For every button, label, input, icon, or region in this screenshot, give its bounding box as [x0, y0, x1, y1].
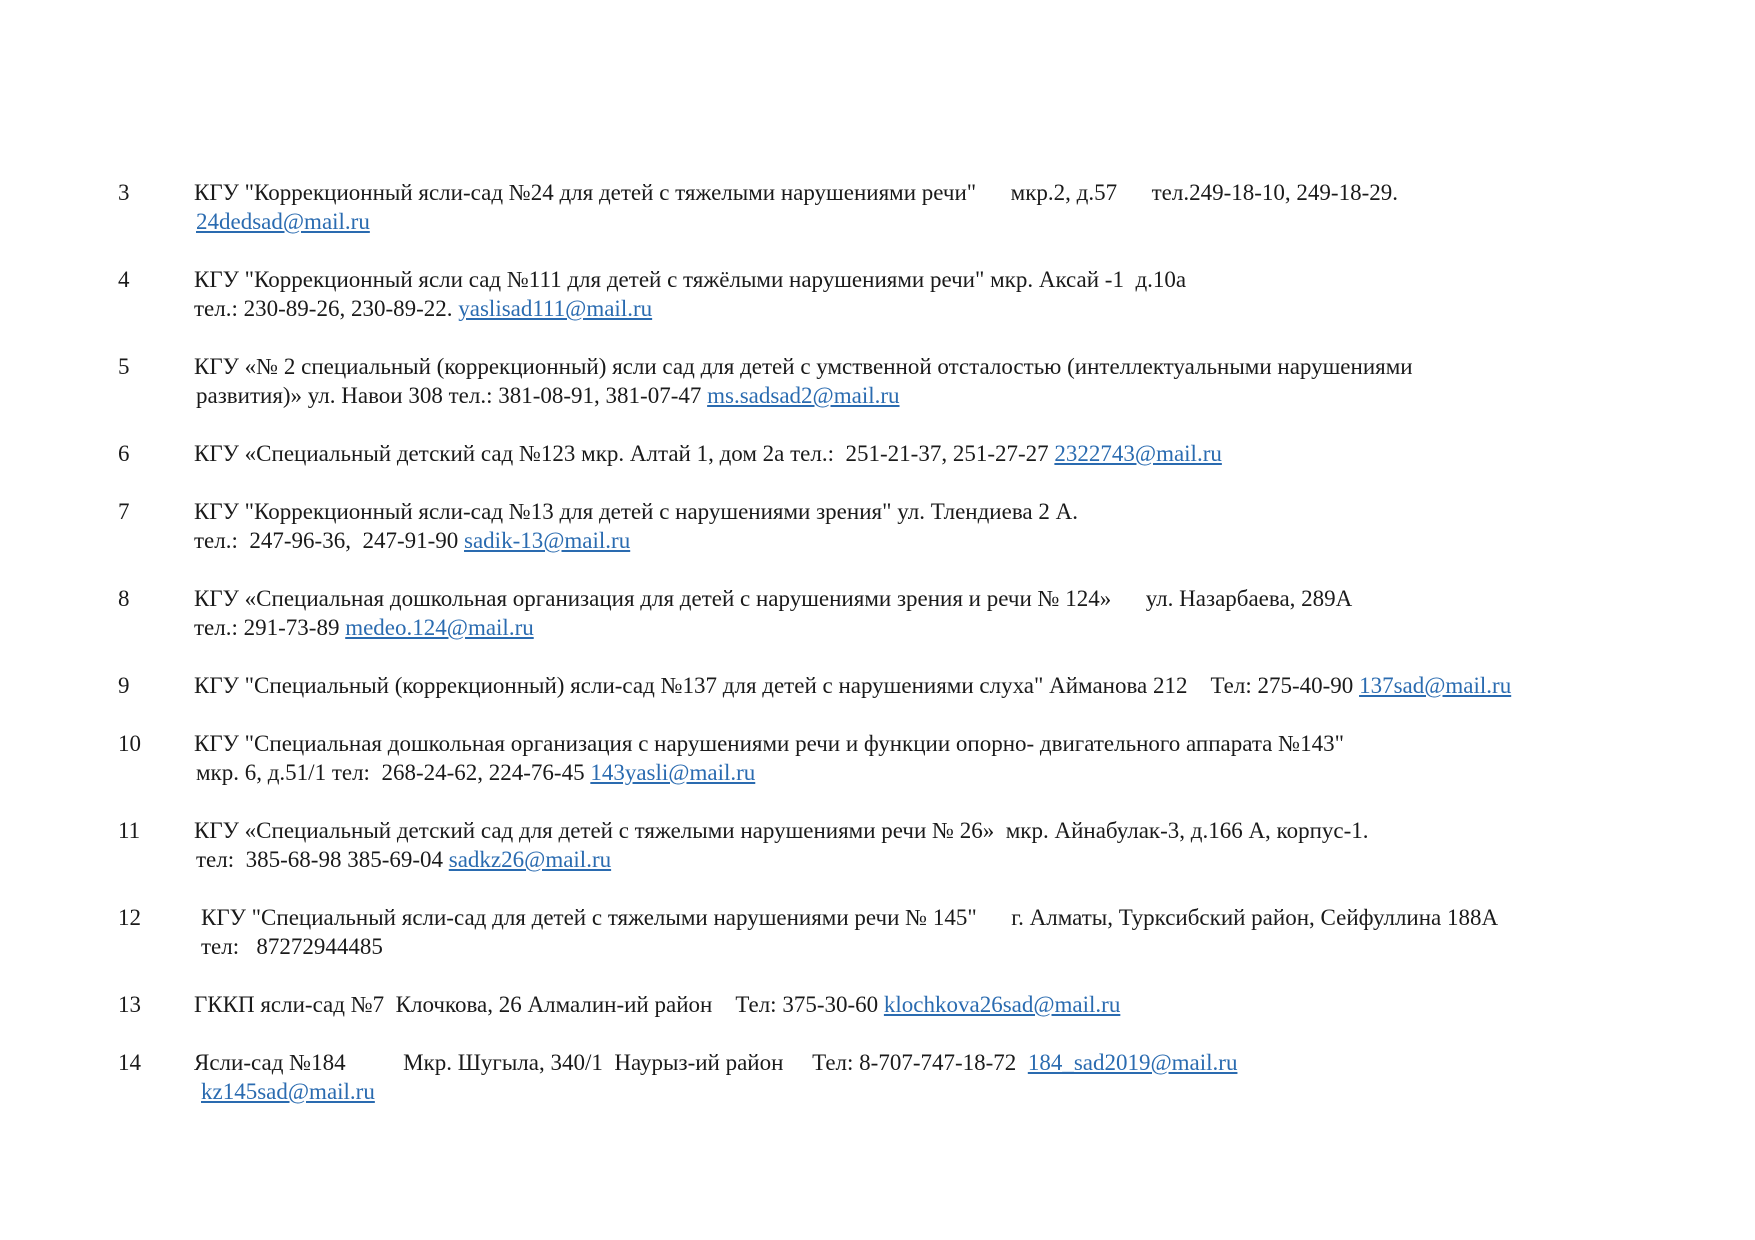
item-contact-line	[194, 758, 1654, 787]
item-body	[194, 497, 1654, 555]
email-link[interactable]: 24dedsad@mail.ru	[196, 209, 370, 234]
item-body	[194, 1048, 1654, 1106]
email-link[interactable]: yaslisad111@mail.ru	[458, 296, 653, 321]
email-link[interactable]: klochkova26sad@mail.ru	[883, 992, 1121, 1017]
item-contact-line	[194, 990, 1654, 1019]
item-contact-line	[194, 845, 1654, 874]
item-number: 6	[118, 441, 130, 466]
item-number: 4	[118, 267, 130, 292]
item-body	[194, 729, 1654, 787]
item-address-phone: мкр. 6, д.51/1 тел: 268-24-62, 224-76-45	[196, 760, 591, 785]
item-description: ГККП ясли-сад №7 Клочкова, 26 Алмалин-ий район Тел: 375-30-60	[194, 992, 884, 1017]
item-address-phone: развития)» ул. Навои 308 тел.: 381-08-91, 381-07-47	[196, 383, 708, 408]
item-contact-line	[194, 207, 1654, 236]
email-link[interactable]: medeo.124@mail.ru	[345, 615, 534, 640]
item-number: 13	[118, 992, 141, 1017]
item-number: 7	[118, 499, 130, 524]
item-number: 8	[118, 586, 130, 611]
item-phone: тел: 87272944485	[201, 934, 383, 959]
email-link[interactable]: sadkz26@mail.ru	[448, 847, 612, 872]
item-number: 10	[118, 731, 141, 756]
item-body	[194, 990, 1654, 1019]
item-contact-line	[194, 1048, 1654, 1077]
email-link[interactable]: ms.sadsad2@mail.ru	[707, 383, 900, 408]
item-contact-line	[194, 526, 1654, 555]
item-phone: тел.: 291-73-89	[194, 615, 346, 640]
item-description: КГУ «Специальный детский сад для детей с тяжелыми нарушениями речи № 26» мкр. Айнабулак-3, д.166 А, корпус-1.	[194, 818, 1369, 843]
item-contact-line	[194, 381, 1654, 410]
item-number: 14	[118, 1050, 141, 1075]
item-body	[194, 816, 1654, 874]
item-contact-line	[194, 294, 1654, 323]
item-body	[201, 903, 1661, 961]
item-phone: тел.: 247-96-36, 247-91-90	[194, 528, 465, 553]
email-link[interactable]: 143yasli@mail.ru	[590, 760, 756, 785]
email-link[interactable]: 184_sad2019@mail.ru	[1027, 1050, 1238, 1075]
item-body	[194, 671, 1654, 700]
email-link[interactable]: 2322743@mail.ru	[1054, 441, 1222, 466]
item-body	[194, 584, 1654, 642]
item-contact-line	[194, 613, 1654, 642]
item-number: 11	[118, 818, 141, 843]
item-contact-line	[194, 1077, 1654, 1106]
item-description: КГУ "Коррекционный ясли-сад №13 для детей с нарушениями зрения" ул. Тлендиева 2 А.	[194, 499, 1078, 524]
item-body	[194, 439, 1654, 468]
item-body	[194, 352, 1654, 410]
email-link-secondary[interactable]: kz145sad@mail.ru	[201, 1079, 375, 1104]
item-body	[194, 178, 1654, 236]
email-link[interactable]: 137sad@mail.ru	[1359, 673, 1512, 698]
item-phone: тел: 385-68-98 385-69-04	[196, 847, 449, 872]
item-description: Ясли-сад №184 Мкр. Шугыла, 340/1 Наурыз-ий район Тел: 8-707-747-18-72	[194, 1050, 1028, 1075]
item-number: 3	[118, 180, 130, 205]
item-description: КГУ «Специальный детский сад №123 мкр. Алтай 1, дом 2а тел.: 251-21-37, 251-27-27	[194, 441, 1055, 466]
item-contact-line	[194, 671, 1654, 700]
item-description: КГУ «Специальная дошкольная организация для детей с нарушениями зрения и речи № 124» ул. Назарбаева, 289А	[194, 586, 1353, 611]
item-description: КГУ "Коррекционный ясли сад №111 для детей с тяжёлыми нарушениями речи" мкр. Аксай -1 д.10а	[194, 267, 1187, 292]
item-contact-line	[194, 439, 1654, 468]
item-number: 12	[118, 905, 141, 930]
email-link[interactable]: sadik-13@mail.ru	[464, 528, 631, 553]
item-description: КГУ «№ 2 специальный (коррекционный) ясли сад для детей с умственной отсталостью (интеллектуальными нарушениями	[194, 354, 1413, 379]
item-number: 5	[118, 354, 130, 379]
item-description: КГУ "Специальная дошкольная организация с нарушениями речи и функции опорно- двигательного аппарата №143"	[194, 731, 1344, 756]
item-description: КГУ "Специальный (коррекционный) ясли-сад №137 для детей с нарушениями слуха" Айманова 212 Тел: 275-40-90	[194, 673, 1360, 698]
item-phone: тел.: 230-89-26, 230-89-22.	[194, 296, 459, 321]
item-description: КГУ "Специальный ясли-сад для детей с тяжелыми нарушениями речи № 145" г. Алматы, Турксибский район, Сейфуллина 188А	[201, 905, 1499, 930]
item-number: 9	[118, 673, 130, 698]
item-body	[194, 265, 1654, 323]
item-description: КГУ "Коррекционный ясли-сад №24 для детей с тяжелыми нарушениями речи" мкр.2, д.57 тел.249-18-10, 249-18-29.	[194, 180, 1398, 205]
